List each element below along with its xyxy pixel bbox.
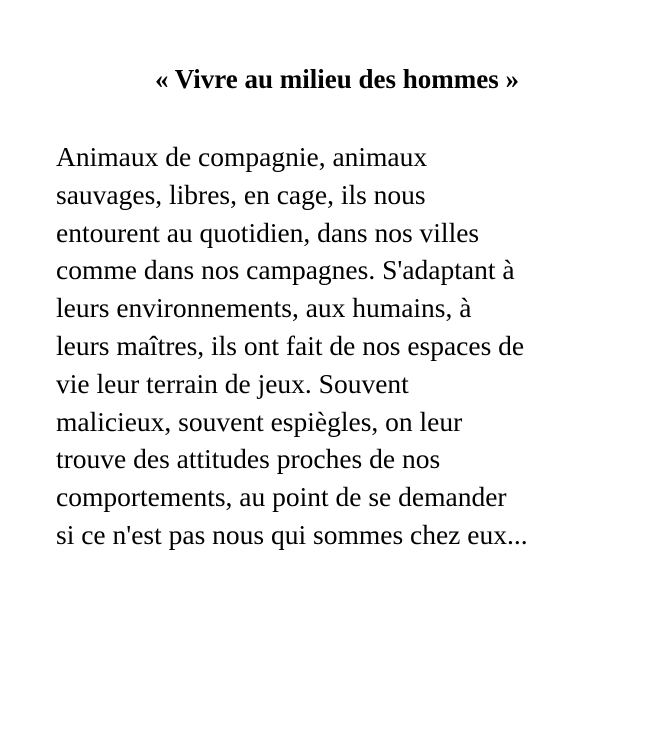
paragraph-line: entourent au quotidien, dans nos villes	[56, 216, 480, 248]
paragraph-line: vie leur terrain de jeux. Souvent	[56, 367, 409, 399]
document-paragraph	[56, 138, 636, 554]
paragraph-line: trouve des attitudes proches de nos	[56, 443, 441, 475]
paragraph-line: si ce n'est pas nous qui sommes chez eux...	[56, 518, 528, 550]
paragraph-line: comme dans nos campagnes. S'adaptant à	[56, 254, 515, 286]
paragraph-line: sauvages, libres, en cage, ils nous	[56, 178, 426, 210]
paragraph-line: leurs maîtres, ils ont fait de nos espaces de	[56, 329, 525, 361]
paragraph-line: malicieux, souvent espiègles, on leur	[56, 405, 463, 437]
paragraph-line: leurs environnements, aux humains, à	[56, 292, 472, 324]
paragraph-line: Animaux de compagnie, animaux	[56, 141, 428, 172]
paragraph-line: comportements, au point de se demander	[56, 481, 507, 513]
document-title: « Vivre au milieu des hommes »	[155, 64, 519, 94]
